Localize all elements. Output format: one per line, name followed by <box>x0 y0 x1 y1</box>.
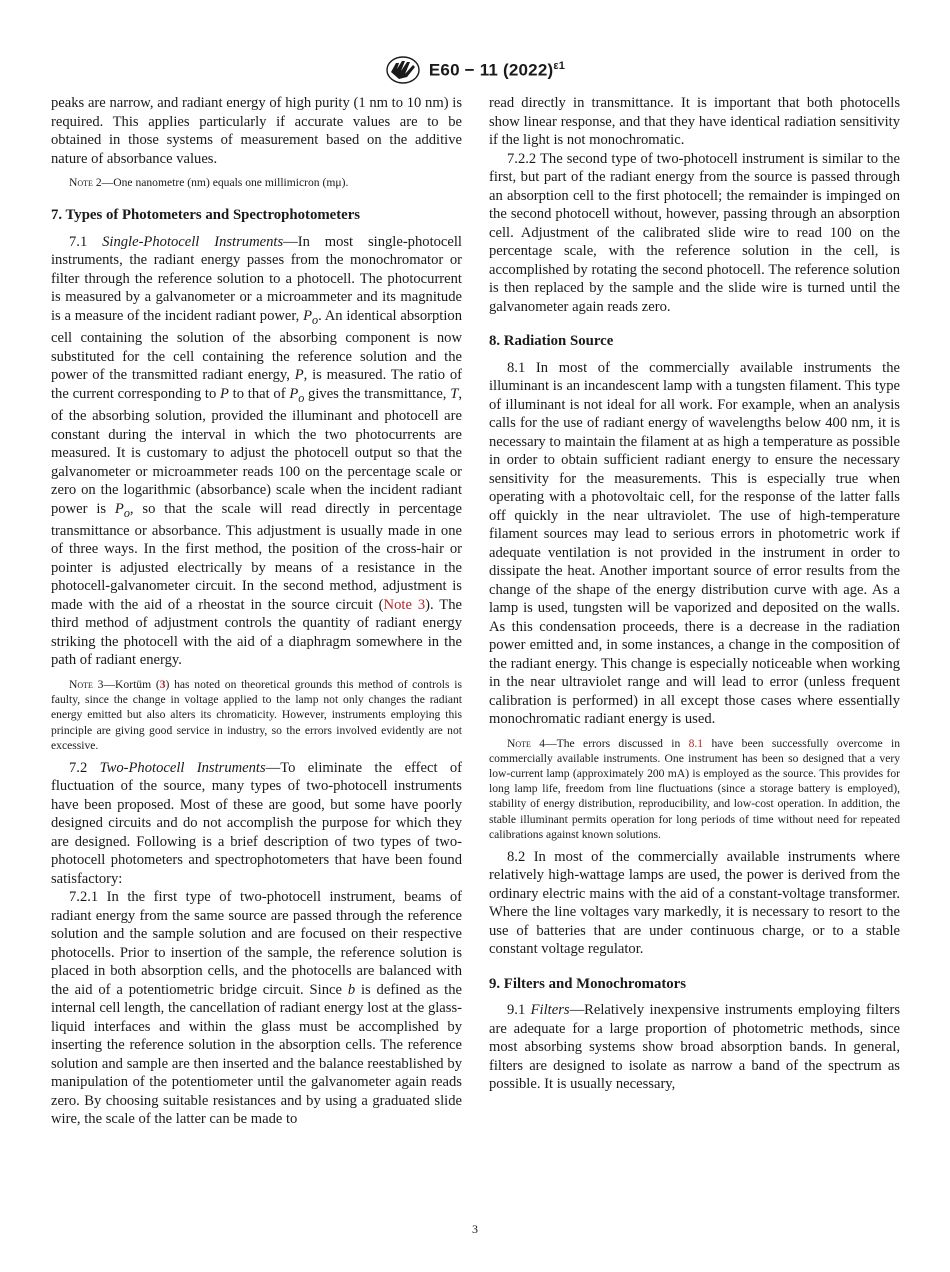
paragraph-9-1: 9.1 Filters—Relatively inexpensive instruments employing filters are adequate for a large proportion of photometric methods, since most absorbing systems show broad absorption bands. In general, filters are designed to isolate as narrow a band of the spectrum as possible. It is usually necessary, <box>489 1002 900 1093</box>
paragraph-8-2: 8.2 In most of the commercially available instruments where relatively high-wattage lamps are used, the power is derived from the ordinary electric mains with the aid of a constant-voltage transformer. Where the line voltages vary markedly, it is necessary to resort to the use of batteries that are under continuous charge, or to a stable constant voltage regulator. <box>489 848 900 958</box>
section-8-heading: 8. Radiation Source <box>489 333 614 349</box>
section-8-1-link[interactable]: 8.1 <box>688 736 704 750</box>
note-2: Note 2—One nanometre (nm) equals one millimicron (mμ). <box>69 176 349 189</box>
paragraph-8-1: 8.1 In most of the commercially available instruments the illuminant is an incandescent lamp with a tungsten filament. This type of illuminant is not ideal for all work. For example, when an analysis calls for the use of radiant energy of wavelengths below 400 nm, it is necessary to maintain the filament at as high a temperature as possible in order to obtain sufficient radiant energy to ensure the necessary sensitivity for the measurements. This is especially true when operating with a photovoltaic cell, for the response of the latter falls off quickly in the near ultraviolet. The use of high-temperature filament sources may lead to serious errors in photometric work if adequate ventilation is not provided in the instrument in order to dissipate the heat. Another important source of error results from the change of the shape of the energy distribution curve with age. As a lamp is used, tungsten will be vaporized and deposited on the walls. As this condensation proceeds, there is a decrease in the radiation power emitted and, in some instances, a change in the composition of the radiant energy. This change is especially noticeable when working in the near ultraviolet range and will lead to error (unless frequent calibration is performed) in all except those cases where essentially monochromatic radiant energy is used. <box>489 359 900 727</box>
epsilon-superscript: ε1 <box>553 59 566 72</box>
paragraph-7-2-1: 7.2.1 In the first type of two-photocell instrument, beams of radiant energy from the same source are passed through the reference solution and the sample solution and are focused on their respective photocells. Prior to insertion of the sample, the reference solution is placed in both absorption cells, and the photocells are balanced with the aid of a potentiometric bridge circuit. Since b is defined as the internal cell length, the cancellation of radiant energy lost at the glass-liquid interfaces and within the glass must be accomplished by inserting the reference solution in the absorption cells. The reference solution and sample are then inserted and the balance reestablished by manipulation of the potentiometer until the galvanometer again reads zero. By choosing suitable resistances and by using a graduated slide wire, the scale of the latter can be made to <box>51 889 463 1128</box>
section-7-heading: 7. Types of Photometers and Spectrophotometers <box>51 207 361 224</box>
paragraph-7-1: 7.1 Single-Photocell Instruments—In most single-photocell instruments, the radiant energy passes from the monochromator or filter through the reference solution to a photocell. The photocurrent is measured by a galvanometer or a microammeter and its magnitude is a measure of the incident radiant power, $P_o$. An identical absorption cell containing the solution of the absorbing component is now substituted for the cell containing the reference solution and the power of the transmitted radiant energy, P, is measured. The ratio of the current corresponding to P to that of $P_o$ gives the transmittance, T, of the absorbing solution, provided the illuminant and photocell are constant during the interval in which the two photocurrents are measured. It is customary to adjust the photocell output so that the galvanometer or microammeter reads 100 on the percentage scale or zero on the logarithmic (absorbance) scale when the incident radiant power is $P_o$, so that the scale will read directly in percentage transmittance or absorbance. This adjustment is usually made in one of three ways. In the first method, the position of the cross-hair or pointer is adjusted electrically by means of a resistance in the photocell-galvanometer circuit. In the second method, adjustment is made with the aid of a rheostat in the source circuit (Note 3). The third method of adjustment controls the quantity of radiant energy striking the photocell with the aid of a diaphragm somewhere in the path of radiant energy. <box>51 233 462 669</box>
left-column <box>51 94 462 1129</box>
reference-3-link[interactable]: 3 <box>159 677 166 691</box>
document-designation: E60 − 11 $(2022)^{\varepsilon 1}$ <box>428 59 566 80</box>
astm-logo-icon <box>385 55 421 85</box>
page-number: 3 <box>472 1222 478 1236</box>
right-column <box>489 94 900 1094</box>
paragraph-7-2-1-continuation: read directly in transmittance. It is important that both photocells show linear response, and that they have identical radiation sensitivity if the light is not monochromatic. <box>489 95 900 148</box>
section-9-heading: 9. Filters and Monochromators <box>489 975 686 992</box>
paragraph-7-2-2: 7.2.2 The second type of two-photocell instrument is similar to the first, but part of the radiant energy from the source is passed through an absorption cell to the first photocell; the remainder is impinged on the second photocell without, however, passing through an absorption cell. Adjustment of the calibrated slide wire to read 100 on the percentage scale, with the reference solution in the cell, is accomplished by rotating the second photocell. The reference solution is then replaced by the sample and the slide wire is turned until the galvanometer again reads zero. <box>489 150 900 315</box>
page-header <box>0 55 950 85</box>
paragraph-7-2: 7.2 Two-Photocell Instruments—To eliminate the effect of fluctuation of the source, many types of two-photocell instruments have been proposed. Most of these are good, but some have poorly designed circuits and do not accomplish the purpose for which they are designed. Following is a brief description of two types of two-photocell photometers and spectrophotometers that have been found satisfactory: <box>51 759 462 887</box>
note-4: Note 4—The errors discussed in 8.1 have been successfully overcome in commercially available instruments. One instrument has been so designed that a very low-current lamp (approximately 200 mA) is employed as the source. This provides for long lamp life, freedom from line fluctuations (since a storage battery is employed), stability of energy distribution, reproducibility, and low-cost operation. In addition, the stable illuminant permits operation for long periods of time without need for repeated calibrations against known solutions. <box>489 736 900 841</box>
note-3-link[interactable]: Note 3 <box>383 596 426 613</box>
paragraph-continuation: peaks are narrow, and radiant energy of high purity (1 nm to 10 nm) is required. This applies particularly if accurate values are to be obtained in those systems of measurement based on the additive nature of absorbance values. <box>51 95 462 167</box>
note-3: Note 3—Kortüm (3) has noted on theoretical grounds this method of controls is faulty, since the change in voltage applied to the lamp not only changes the radiant energy emitted but also alters its chromaticity. However, instruments employing this principle are giving good service in industry, so the errors involved evidently are not excessive. <box>51 677 462 752</box>
